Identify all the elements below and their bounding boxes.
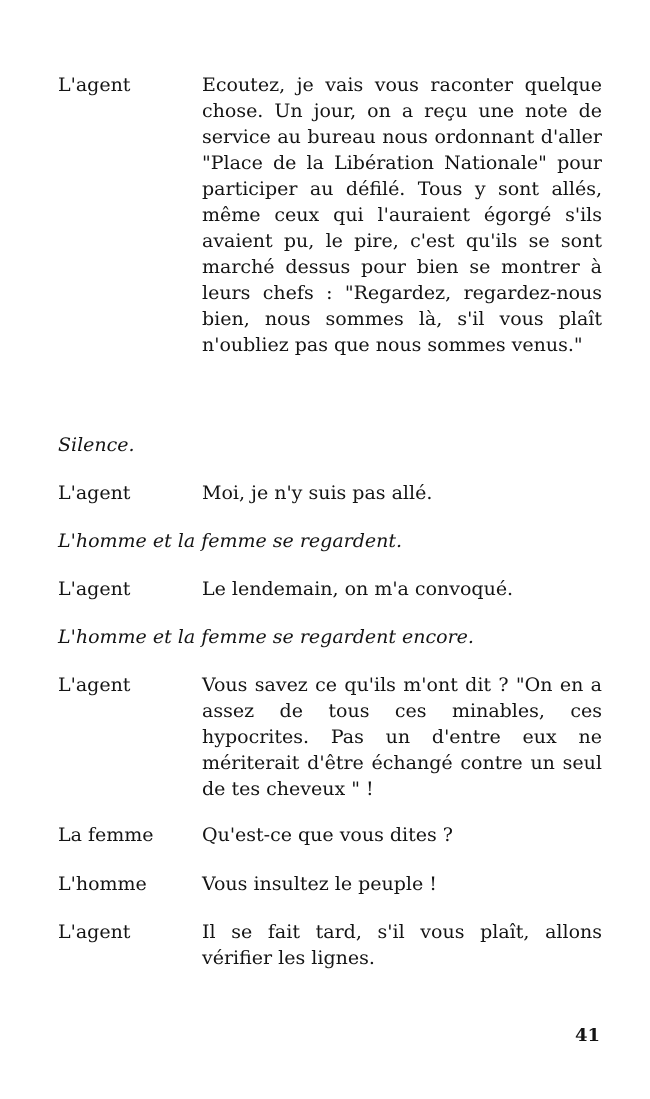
speech-text: Ecoutez, je vais vous raconter quelque chose. Un jour, on a reçu une note de service au bureau nous ordonnant d'aller "Place de la Libération Nationale" pour participer au défilé. Tous y sont allés, même ceux qui l'auraient égorgé s'ils avaient pu, le pire, c'est qu'ils se sont marché dessus pour bien se montrer à leurs chefs : "Regardez, regardez-nous bien, nous sommes là, s'il vous plaît n'oubliez pas que nous sommes venus." [202, 74, 602, 356]
speaker-name: L'homme [58, 873, 147, 895]
speaker-name: L'agent [58, 482, 131, 504]
page-number: 41 [574, 1025, 600, 1046]
stage-direction: L'homme et la femme se regardent. [58, 530, 403, 552]
speech-text: Vous savez ce qu'ils m'ont dit ? "On en a assez de tous ces minables, ces hypocrites. Pas un d'entre eux ne mériterait d'être échangé contre un seul de tes cheveux " ! [202, 674, 602, 800]
speaker-name: L'agent [58, 674, 131, 696]
stage-direction: L'homme et la femme se regardent encore. [58, 626, 474, 648]
speech-text: Il se fait tard, s'il vous plaît, allons vérifier les lignes. [202, 921, 602, 969]
speech-text: Moi, je n'y suis pas allé. [202, 482, 433, 504]
stage-direction: Silence. [58, 434, 135, 456]
speaker-name: L'agent [58, 921, 131, 943]
speech-text: Le lendemain, on m'a convoqué. [202, 578, 514, 600]
speech-text: Vous insultez le peuple ! [202, 873, 437, 895]
speech-text: Qu'est-ce que vous dites ? [202, 824, 453, 846]
speaker-name: L'agent [58, 74, 131, 96]
speaker-name: La femme [58, 824, 154, 846]
speaker-name: L'agent [58, 578, 131, 600]
